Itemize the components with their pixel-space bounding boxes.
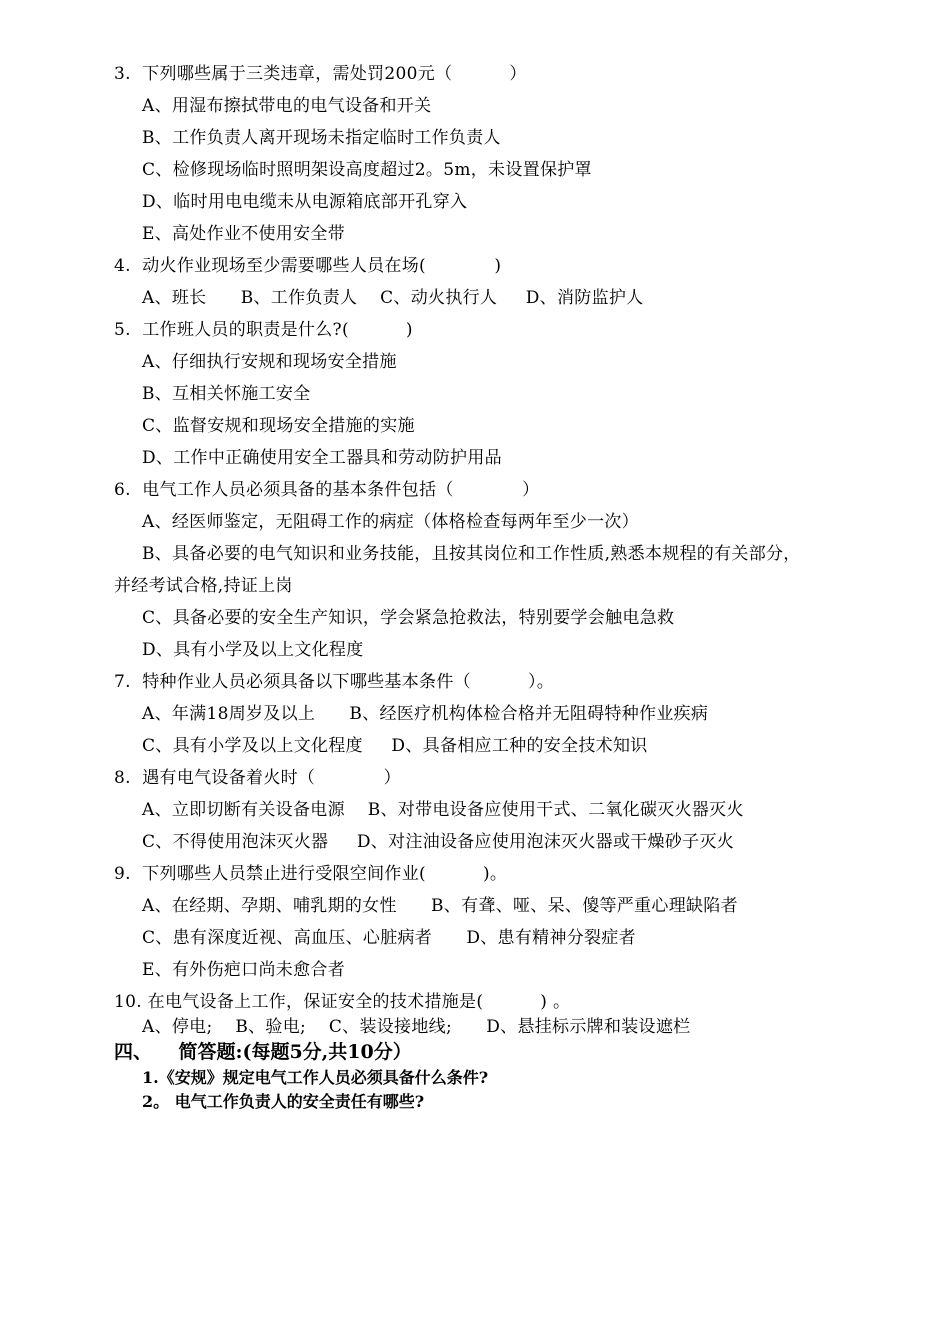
question-4-stem: 4. 动火作业现场至少需要哪些人员在场( ) — [114, 256, 502, 276]
question-9-option-e: E、有外伤疤口尚未愈合者 — [142, 960, 346, 980]
question-5-option-d: D、工作中正确使用安全工器具和劳动防护用品 — [142, 448, 502, 468]
question-6-stem: 6. 电气工作人员必须具备的基本条件包括（ ） — [114, 480, 540, 500]
question-5-option-c: C、监督安规和现场安全措施的实施 — [142, 416, 415, 436]
section-4-heading: 四、 简答题:(每题5分,共10分） — [114, 1041, 412, 1063]
question-3-option-b: B、工作负责人离开现场未指定临时工作负责人 — [142, 128, 501, 148]
question-7-stem: 7. 特种作业人员必须具备以下哪些基本条件（ ）。 — [114, 672, 555, 692]
question-7-options-ab: A、年满18周岁及以上 B、经医疗机构体检合格并无阻碍特种作业疾病 — [142, 704, 709, 724]
question-7-options-cd: C、具有小学及以上文化程度 D、具备相应工种的安全技术知识 — [142, 736, 648, 756]
short-answer-question-1: 1.《安规》规定电气工作人员必须具备什么条件? — [142, 1068, 489, 1087]
question-9-options-ab: A、在经期、孕期、哺乳期的女性 B、有聋、哑、呆、傻等严重心理缺陷者 — [142, 896, 738, 916]
question-6-option-b: B、具备必要的电气知识和业务技能，且按其岗位和工作性质,熟悉本规程的有关部分， — [142, 544, 801, 564]
question-8-stem: 8. 遇有电气设备着火时（ ） — [114, 768, 401, 788]
question-5-stem: 5. 工作班人员的职责是什么?( ) — [114, 320, 413, 340]
question-6-option-a: A、经医师鉴定，无阻碍工作的病症（体格检查每两年至少一次） — [142, 512, 639, 532]
question-6-option-d: D、具有小学及以上文化程度 — [142, 640, 364, 660]
question-8-options-cd: C、不得使用泡沫灭火器 D、对注油设备应使用泡沫灭火器或干燥砂子灭火 — [142, 832, 735, 852]
question-4-options: A、班长 B、工作负责人 C、动火执行人 D、消防监护人 — [142, 288, 644, 308]
question-10-options: A、停电; B、验电; C、装设接地线; D、悬挂标示牌和装设遮栏 — [142, 1017, 691, 1037]
question-6-option-c: C、具备必要的安全生产知识，学会紧急抢救法，特别要学会触电急救 — [142, 608, 675, 628]
question-6-option-b-continued: 并经考试合格,持证上岗 — [114, 576, 293, 596]
question-3-option-c: C、检修现场临时照明架设高度超过2。5m，未设置保护罩 — [142, 160, 592, 180]
question-3-option-a: A、用湿布擦拭带电的电气设备和开关 — [142, 96, 432, 116]
question-9-options-cd: C、患有深度近视、高血压、心脏病者 D、患有精神分裂症者 — [142, 928, 636, 948]
question-3-option-d: D、临时用电电缆未从电源箱底部开孔穿入 — [142, 192, 468, 212]
question-10-stem: 10. 在电气设备上工作，保证安全的技术措施是( ) 。 — [114, 992, 571, 1012]
short-answer-question-2: 2。 电气工作负责人的安全责任有哪些? — [142, 1092, 425, 1111]
question-3-option-e: E、高处作业不使用安全带 — [142, 224, 346, 244]
question-5-option-a: A、仔细执行安规和现场安全措施 — [142, 352, 397, 372]
question-9-stem: 9. 下列哪些人员禁止进行受限空间作业( )。 — [114, 864, 508, 884]
question-5-option-b: B、互相关怀施工安全 — [142, 384, 311, 404]
question-3-stem: 3. 下列哪些属于三类违章，需处罚200元（ ） — [114, 64, 527, 84]
question-8-options-ab: A、立即切断有关设备电源 B、对带电设备应使用干式、二氧化碳灭火器灭火 — [142, 800, 744, 820]
